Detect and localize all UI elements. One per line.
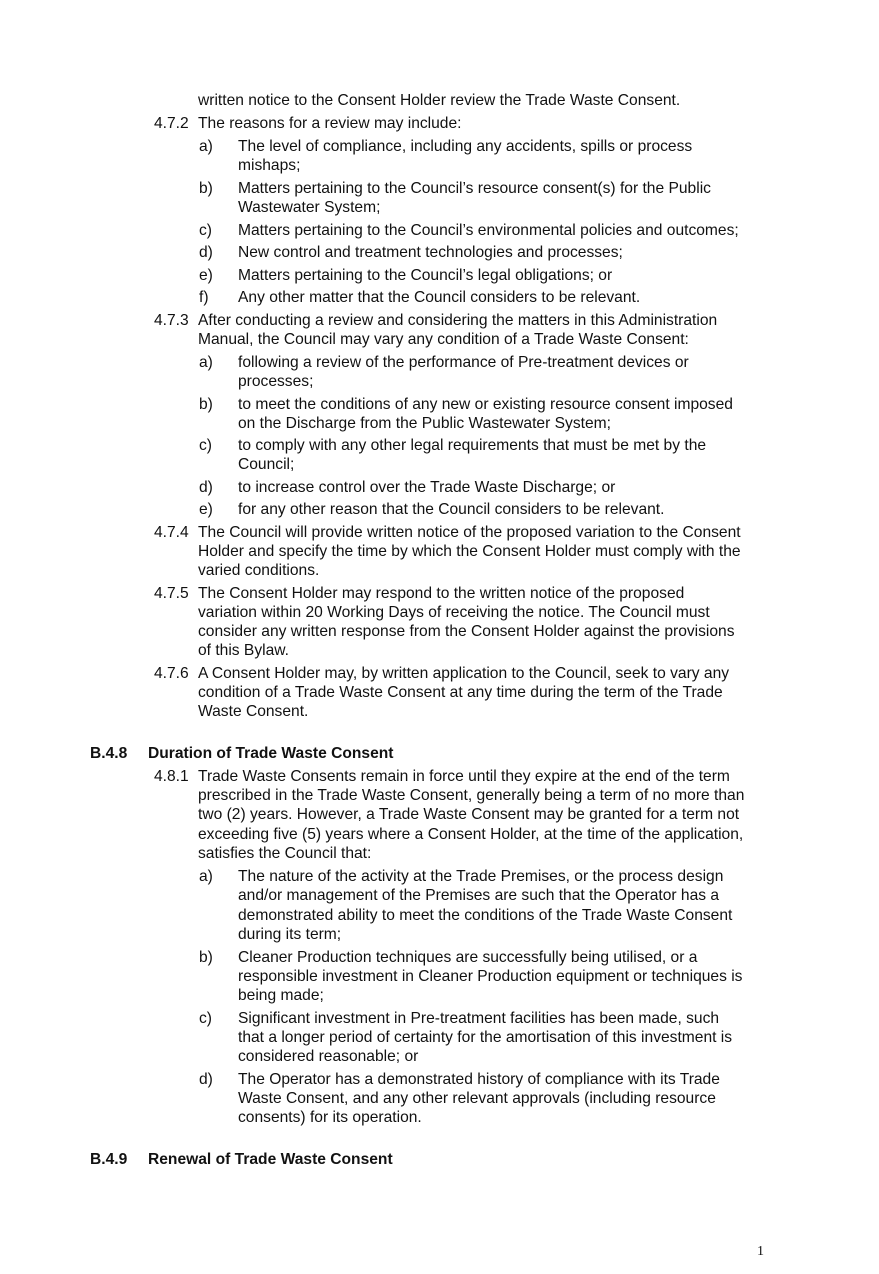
page-number: 1 (757, 1244, 764, 1259)
clause-text: prescribed in the Trade Waste Consent, generally being a term of no more than (198, 787, 745, 804)
clause-text: The Council will provide written notice of the proposed variation to the Consent (198, 524, 741, 541)
clause-text: Manual, the Council may vary any condition of a Trade Waste Consent: (198, 331, 689, 348)
item-text: Any other matter that the Council considers to be relevant. (238, 289, 641, 306)
lead-line: written notice to the Consent Holder review the Trade Waste Consent. (198, 92, 681, 109)
item-label: d) (199, 244, 213, 261)
item-label: c) (199, 437, 212, 454)
item-label: e) (199, 267, 213, 284)
item-text: to comply with any other legal requirements that must be met by the (238, 437, 707, 454)
item-text: for any other reason that the Council considers to be relevant. (238, 501, 665, 518)
item-label: c) (199, 1010, 212, 1027)
clause-number: 4.7.4 (154, 524, 189, 541)
clause-number: 4.7.3 (154, 312, 189, 329)
clause-text: satisfies the Council that: (198, 845, 372, 862)
item-text: considered reasonable; or (238, 1048, 419, 1065)
item-text: on the Discharge from the Public Wastewater System; (238, 415, 611, 432)
clause-number: 4.8.1 (154, 768, 189, 785)
clause-text: condition of a Trade Waste Consent at any time during the term of the Trade (198, 684, 723, 701)
clause-number: 4.7.6 (154, 665, 189, 682)
item-text: Wastewater System; (238, 199, 381, 216)
section-heading-number: B.4.9 (90, 1151, 128, 1168)
item-label: f) (199, 289, 209, 306)
item-label: d) (199, 479, 213, 496)
item-text: during its term; (238, 926, 342, 943)
item-text: The Operator has a demonstrated history of compliance with its Trade (238, 1071, 720, 1088)
section-heading-title: Renewal of Trade Waste Consent (148, 1151, 393, 1168)
clause-text: After conducting a review and considering the matters in this Administration (198, 312, 718, 329)
section-heading-number: B.4.8 (90, 745, 128, 762)
item-text: Matters pertaining to the Council’s environmental policies and outcomes; (238, 222, 739, 239)
clause-number: 4.7.5 (154, 585, 189, 602)
item-label: b) (199, 180, 213, 197)
clause-text: exceeding five (5) years where a Consent Holder, at the time of the application, (198, 826, 744, 843)
item-text: Waste Consent, and any other relevant approvals (including resource (238, 1090, 716, 1107)
item-text: The level of compliance, including any accidents, spills or process (238, 138, 693, 155)
item-text: Cleaner Production techniques are successfully being utilised, or a (238, 949, 698, 966)
clause-text: A Consent Holder may, by written application to the Council, seek to vary any (198, 665, 730, 682)
clause-text: variation within 20 Working Days of receiving the notice. The Council must (198, 604, 710, 621)
item-text: to increase control over the Trade Waste Discharge; or (238, 479, 616, 496)
clause-text: Waste Consent. (198, 703, 309, 720)
item-text: New control and treatment technologies and processes; (238, 244, 623, 261)
item-text: to meet the conditions of any new or existing resource consent imposed (238, 396, 733, 413)
clause-text: The reasons for a review may include: (198, 115, 462, 132)
item-text: consents) for its operation. (238, 1109, 422, 1126)
item-text: Council; (238, 456, 295, 473)
clause-text: two (2) years. However, a Trade Waste Consent may be granted for a term not (198, 806, 740, 823)
item-label: b) (199, 396, 213, 413)
item-label: a) (199, 868, 213, 885)
item-label: b) (199, 949, 213, 966)
clause-text: of this Bylaw. (198, 642, 290, 659)
section-heading-title: Duration of Trade Waste Consent (148, 745, 394, 762)
item-label: d) (199, 1071, 213, 1088)
clause-text: varied conditions. (198, 562, 320, 579)
clause-text: consider any written response from the Consent Holder against the provisions (198, 623, 735, 640)
item-text: that a longer period of certainty for the amortisation of this investment is (238, 1029, 733, 1046)
item-label: c) (199, 222, 212, 239)
item-text: responsible investment in Cleaner Production equipment or techniques is (238, 968, 743, 985)
item-text: Matters pertaining to the Council’s resource consent(s) for the Public (238, 180, 711, 197)
clause-text: Trade Waste Consents remain in force until they expire at the end of the term (198, 768, 730, 785)
item-label: a) (199, 138, 213, 155)
item-label: a) (199, 354, 213, 371)
item-text: and/or management of the Premises are such that the Operator has a (238, 887, 720, 904)
item-text: demonstrated ability to meet the conditions of the Trade Waste Consent (238, 907, 733, 924)
clause-text: Holder and specify the time by which the Consent Holder must comply with the (198, 543, 741, 560)
item-text: processes; (238, 373, 314, 390)
item-text: mishaps; (238, 157, 301, 174)
item-text: Matters pertaining to the Council’s legal obligations; or (238, 267, 613, 284)
item-text: The nature of the activity at the Trade Premises, or the process design (238, 868, 724, 885)
item-text: following a review of the performance of Pre-treatment devices or (238, 354, 689, 371)
item-text: being made; (238, 987, 324, 1004)
item-text: Significant investment in Pre-treatment facilities has been made, such (238, 1010, 720, 1027)
item-label: e) (199, 501, 213, 518)
clause-number: 4.7.2 (154, 115, 189, 132)
clause-text: The Consent Holder may respond to the written notice of the proposed (198, 585, 685, 602)
